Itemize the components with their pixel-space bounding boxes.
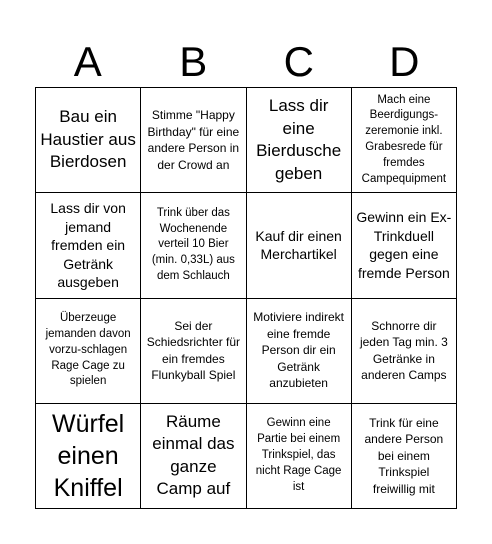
bingo-cell-d3[interactable] (352, 299, 457, 404)
bingo-cell-text: Lass dir von jemand fremden ein Getränk ausgeben (50, 200, 126, 291)
bingo-cell-a1[interactable] (36, 88, 141, 193)
column-letter-a: A (73, 38, 102, 85)
bingo-cell-text: Trink über das Wochenende verteil 10 Bier (min. 0,33L) aus dem Schlauch (151, 206, 235, 283)
bingo-cell-d2[interactable] (352, 193, 457, 298)
column-letter-c: C (283, 38, 314, 85)
bingo-cell-c2[interactable] (247, 193, 352, 298)
bingo-cell-text: Motiviere indirekt eine fremde Person dir ein Getränk anzubieten (253, 310, 344, 391)
bingo-cell-b3[interactable] (141, 299, 246, 404)
bingo-cell-text: Überzeuge jemanden davon vorzu-schlagen Rage Cage zu spielen (45, 311, 131, 388)
column-letter-d: D (389, 38, 420, 85)
bingo-cell-d1[interactable] (352, 88, 457, 193)
bingo-cell-a3[interactable] (36, 299, 141, 404)
bingo-cell-b2[interactable] (141, 193, 246, 298)
bingo-cell-a4[interactable] (36, 404, 141, 509)
bingo-cell-c3[interactable] (247, 299, 352, 404)
bingo-cell-text: Würfel einen Kniffel (52, 409, 125, 502)
bingo-cell-d4[interactable] (352, 404, 457, 509)
bingo-cell-b4[interactable] (141, 404, 246, 509)
bingo-grid (35, 87, 457, 509)
bingo-cell-c4[interactable] (247, 404, 352, 509)
bingo-cell-text: Gewinn ein Ex-Trinkduell gegen eine fremde Person (356, 209, 452, 281)
bingo-header (35, 36, 457, 88)
bingo-cell-text: Stimme "Happy Birthday" für eine andere Person in der Crowd an (147, 108, 240, 172)
bingo-cell-text: Lass dir eine Bierdusche geben (256, 96, 342, 183)
column-letter-b: B (179, 38, 208, 85)
bingo-cell-text: Trink für eine andere Person bei einem Trinkspiel freiwillig mit (364, 415, 444, 496)
bingo-cell-a2[interactable] (36, 193, 141, 298)
bingo-cell-text: Schnorre dir jeden Tag min. 3 Getränke in anderen Camps (359, 318, 448, 383)
bingo-cell-text: Sei der Schiedsrichter für ein fremdes Flunkyball Spiel (146, 318, 241, 383)
bingo-cell-b1[interactable] (141, 88, 246, 193)
bingo-cell-text: Kauf dir einen Merchartikel (255, 227, 342, 263)
bingo-cell-c1[interactable] (247, 88, 352, 193)
bingo-cell-text: Bau ein Haustier aus Bierdosen (40, 107, 136, 172)
bingo-cell-text: Mach eine Beerdigungs-zeremonie inkl. Grabesrede für fremdes Campequipment (361, 93, 447, 185)
bingo-cell-text: Gewinn eine Partie bei einem Trinkspiel, das nicht Rage Cage ist (255, 417, 342, 493)
bingo-cell-text: Räume einmal das ganze Camp auf (152, 412, 235, 499)
